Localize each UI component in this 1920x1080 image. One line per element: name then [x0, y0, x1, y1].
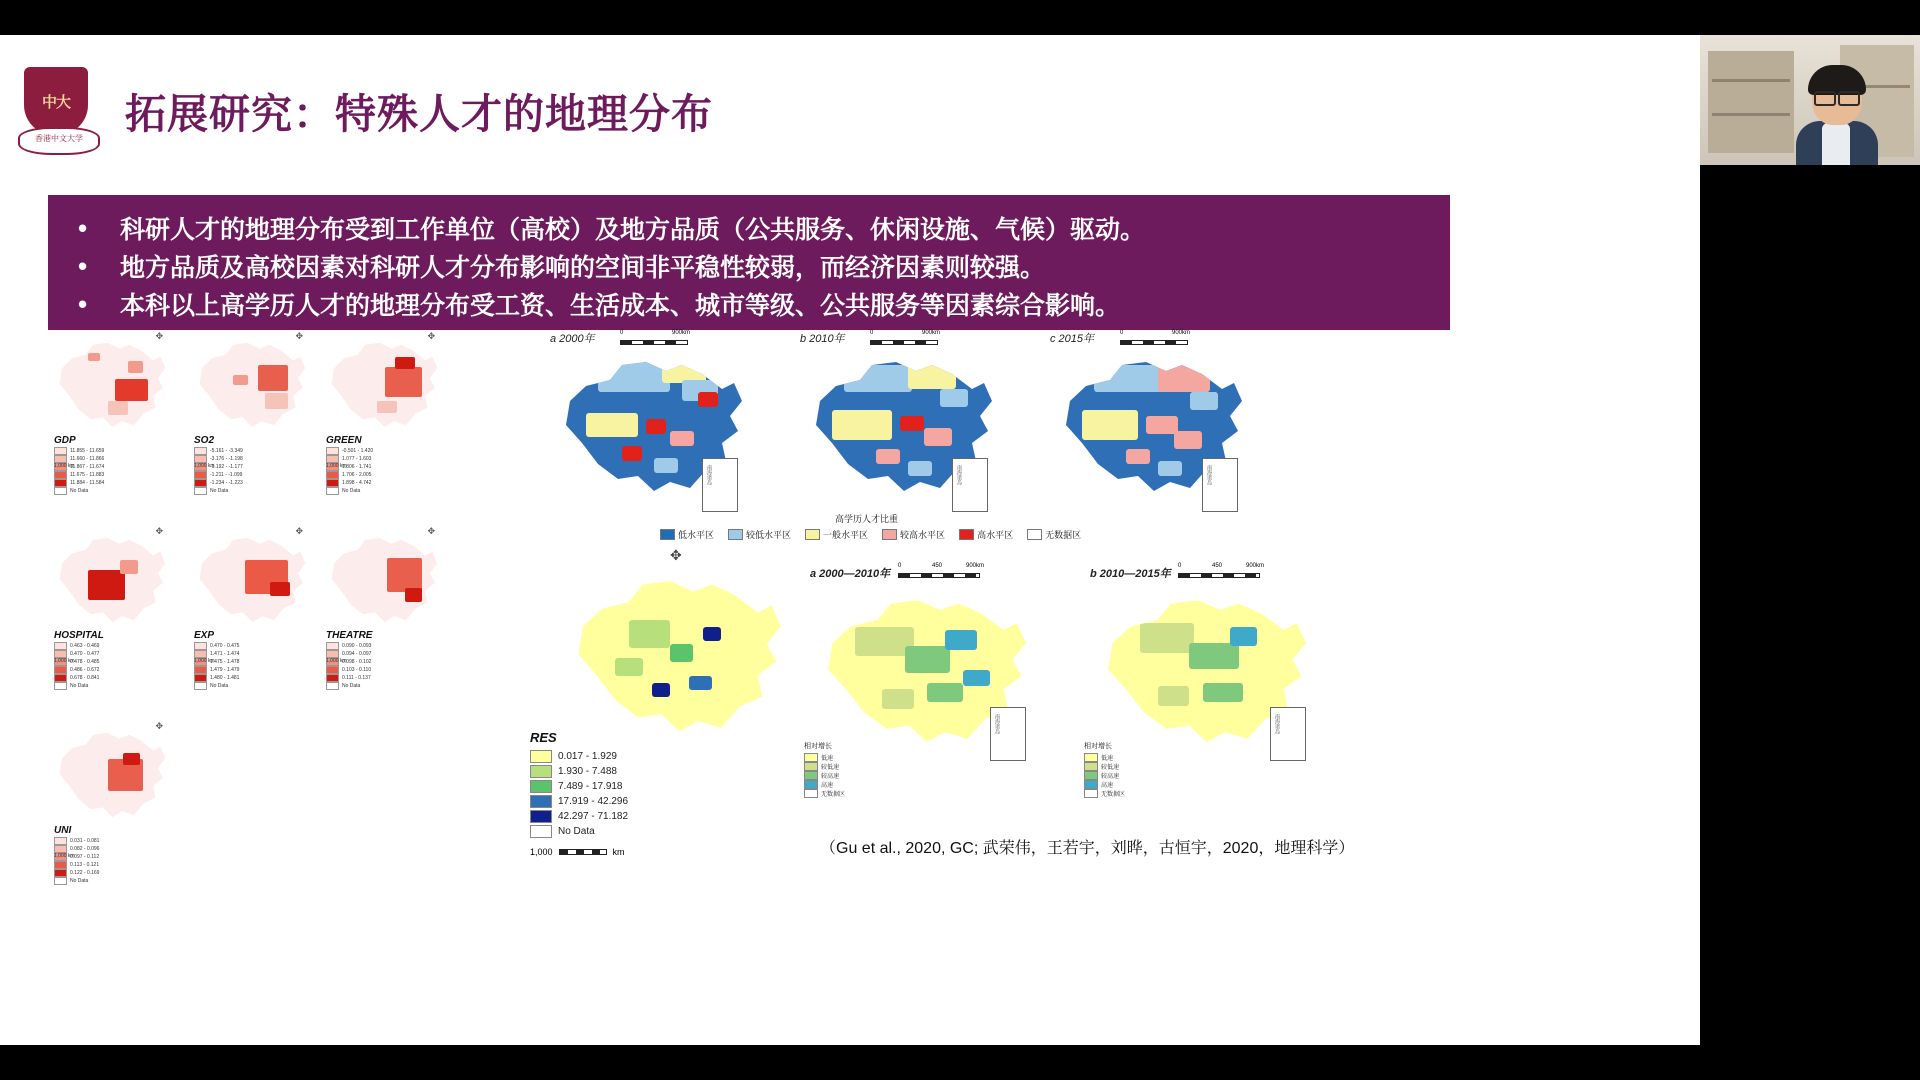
small-map-label: HOSPITAL	[54, 630, 104, 641]
small-map-label: EXP	[194, 630, 215, 641]
growth-map-2000-2010	[804, 563, 1035, 798]
citation-text: （Gu et al., 2020, GC; 武荣伟，王若宇，刘晔，古恒宇，2020，地理科学）	[820, 840, 1355, 857]
talent-map-2010: b 2010年 0 900km 南海诸岛	[800, 330, 1000, 500]
bullet-box	[48, 195, 1450, 330]
scale-bar-label: 1,000 km	[54, 463, 75, 469]
panel-label: b 2010年	[800, 333, 845, 345]
res-legend: RES 0.017 - 1.929 1.930 - 7.488 7.489 - 17.918 17.919 - 42.296 42.297 - 71.182 No Data 1,000 km	[530, 730, 629, 857]
panel-label: a 2000—2010年	[810, 568, 891, 580]
small-map-hospital	[50, 526, 175, 689]
small-map-legend: 0.031 - 0.081 0.082 - 0.096 0.097 - 0.112 0.113 - 0.121 0.122 - 0.169 No Data	[54, 837, 99, 885]
speaker-avatar	[1796, 69, 1878, 165]
small-map-label: GREEN	[326, 435, 362, 446]
growth-legend: 相对增长 低速 较低速 较高速 高速 无数据区	[804, 743, 846, 798]
south-sea-inset: 南海诸岛	[702, 458, 738, 512]
small-map-gdp	[50, 331, 175, 494]
res-scale-unit: km	[612, 847, 625, 857]
compass-icon: ✥	[670, 547, 682, 563]
compass-icon: ✥	[155, 331, 163, 341]
glasses-icon	[1814, 91, 1860, 102]
south-sea-inset: 南海诸岛	[1202, 458, 1238, 512]
small-map-label: SO2	[194, 435, 215, 446]
small-map-legend: 0.463 - 0.469 0.470 - 0.477 0.478 - 0.485 0.486 - 0.672 0.678 - 0.841 No Data	[54, 642, 99, 690]
china-choropleth	[560, 567, 790, 742]
res-map	[560, 547, 790, 742]
panel-label: c 2015年	[1050, 333, 1095, 345]
south-sea-inset: 南海诸岛	[952, 458, 988, 512]
small-map-legend: 0.090 - 0.093 0.094 - 0.097 0.098 - 0.102 0.103 - 0.110 0.111 - 0.137 No Data	[326, 642, 371, 690]
talent-map-2015: c 2015年 0 900km 南海诸岛	[1050, 330, 1250, 500]
small-map-legend: 11.855 - 11.659 11.660 - 11.866 11.867 - 11.674 11.675 - 11.883 11.884 - 11.584 No Data	[54, 447, 104, 495]
scale-bar-label: 1,000 km	[326, 463, 347, 469]
page-title: 拓展研究：特殊人才的地理分布	[125, 91, 713, 137]
talent-legend: 低水平区 较低水平区 一般水平区 较高水平区 高水平区 无数据区	[660, 528, 1091, 541]
res-legend-title: RES	[530, 730, 557, 745]
scale-bar-label: 1,000 km	[194, 658, 215, 664]
scale-bar-label: 1,000 km	[54, 853, 75, 859]
figure-panel	[40, 330, 1460, 884]
china-outline	[50, 725, 170, 823]
panel-label: b 2010—2015年	[1090, 568, 1171, 580]
scale-bar-label: 1,000 km	[54, 658, 75, 664]
south-sea-inset: 南海诸岛	[990, 707, 1026, 761]
china-outline	[322, 335, 442, 433]
compass-icon: ✥	[427, 526, 435, 536]
small-map-theatre	[322, 526, 447, 689]
compass-icon: ✥	[155, 721, 163, 731]
compass-icon: ✥	[295, 331, 303, 341]
china-outline	[190, 530, 310, 628]
small-map-label: THEATRE	[326, 630, 373, 641]
small-map-exp	[190, 526, 315, 689]
gwr-small-maps	[50, 331, 470, 884]
bullet-item: • 地方品质及高校因素对科研人才分布影响的空间非平稳性较弱，而经济因素则较强。	[48, 249, 1450, 287]
compass-icon: ✥	[295, 526, 303, 536]
panel-label: a 2000年	[550, 333, 595, 345]
scale-bar: 0 450 900km	[898, 569, 984, 579]
growth-map-2010-2015	[1084, 563, 1315, 798]
scale-bar	[559, 849, 607, 855]
growth-legend-title: 相对增长	[1084, 743, 1112, 750]
compass-icon: ✥	[155, 526, 163, 536]
logo-text: 中大	[41, 93, 70, 111]
small-map-label: GDP	[54, 435, 76, 446]
scale-bar: 0 450 900km	[1178, 569, 1264, 579]
small-map-so2	[190, 331, 315, 494]
university-logo	[18, 65, 96, 153]
bullet-item: • 本科以上高学历人才的地理分布受工资、生活成本、城市等级、公共服务等因素综合影响。	[48, 287, 1450, 325]
growth-legend-title: 相对增长	[804, 743, 832, 750]
talent-map-2000: a 2000年 0 900km 南海诸岛	[550, 330, 750, 500]
small-map-label: UNI	[54, 825, 72, 836]
china-outline	[50, 530, 170, 628]
small-map-uni	[50, 721, 175, 884]
south-sea-inset: 南海诸岛	[1270, 707, 1306, 761]
shared-slide	[0, 35, 1700, 1045]
small-map-legend: 0.470 - 0.475 1.471 - 1.474 1.475 - 1.478 1.479 - 1.479 1.480 - 1.481 No Data	[194, 642, 239, 690]
china-outline	[50, 335, 170, 433]
logo-ribbon-text: 香港中文大学	[35, 134, 83, 143]
scale-bar-label: 1,000 km	[326, 658, 347, 664]
small-map-legend: -5.161 - -3.349 -3.176 - -1.198 -1.192 - -1.177 -1.211 - -1.099 -1.234 - -1.223 No Data	[194, 447, 243, 495]
res-scale-value: 1,000	[530, 847, 553, 857]
bullet-item: • 科研人才的地理分布受到工作单位（高校）及地方品质（公共服务、休闲设施、气候）驱动。	[48, 211, 1450, 249]
china-outline	[190, 335, 310, 433]
talent-legend-title: 高学历人才比重	[835, 514, 899, 524]
scale-bar-label: 1,000 km	[194, 463, 215, 469]
china-outline	[322, 530, 442, 628]
compass-icon: ✥	[427, 331, 435, 341]
growth-legend: 相对增长 低速 较低速 较高速 高速 无数据区	[1084, 743, 1126, 798]
bookshelf-decor	[1708, 51, 1794, 153]
talent-distribution-maps	[490, 330, 1460, 875]
small-map-green	[322, 331, 447, 494]
participant-video-tile[interactable]	[1700, 35, 1920, 165]
small-map-legend: -0.501 - 1.420 1.077 - 1.603 1.806 - 1.741 1.706 - 2.005 1.898 - 4.742 No Data	[326, 447, 373, 495]
